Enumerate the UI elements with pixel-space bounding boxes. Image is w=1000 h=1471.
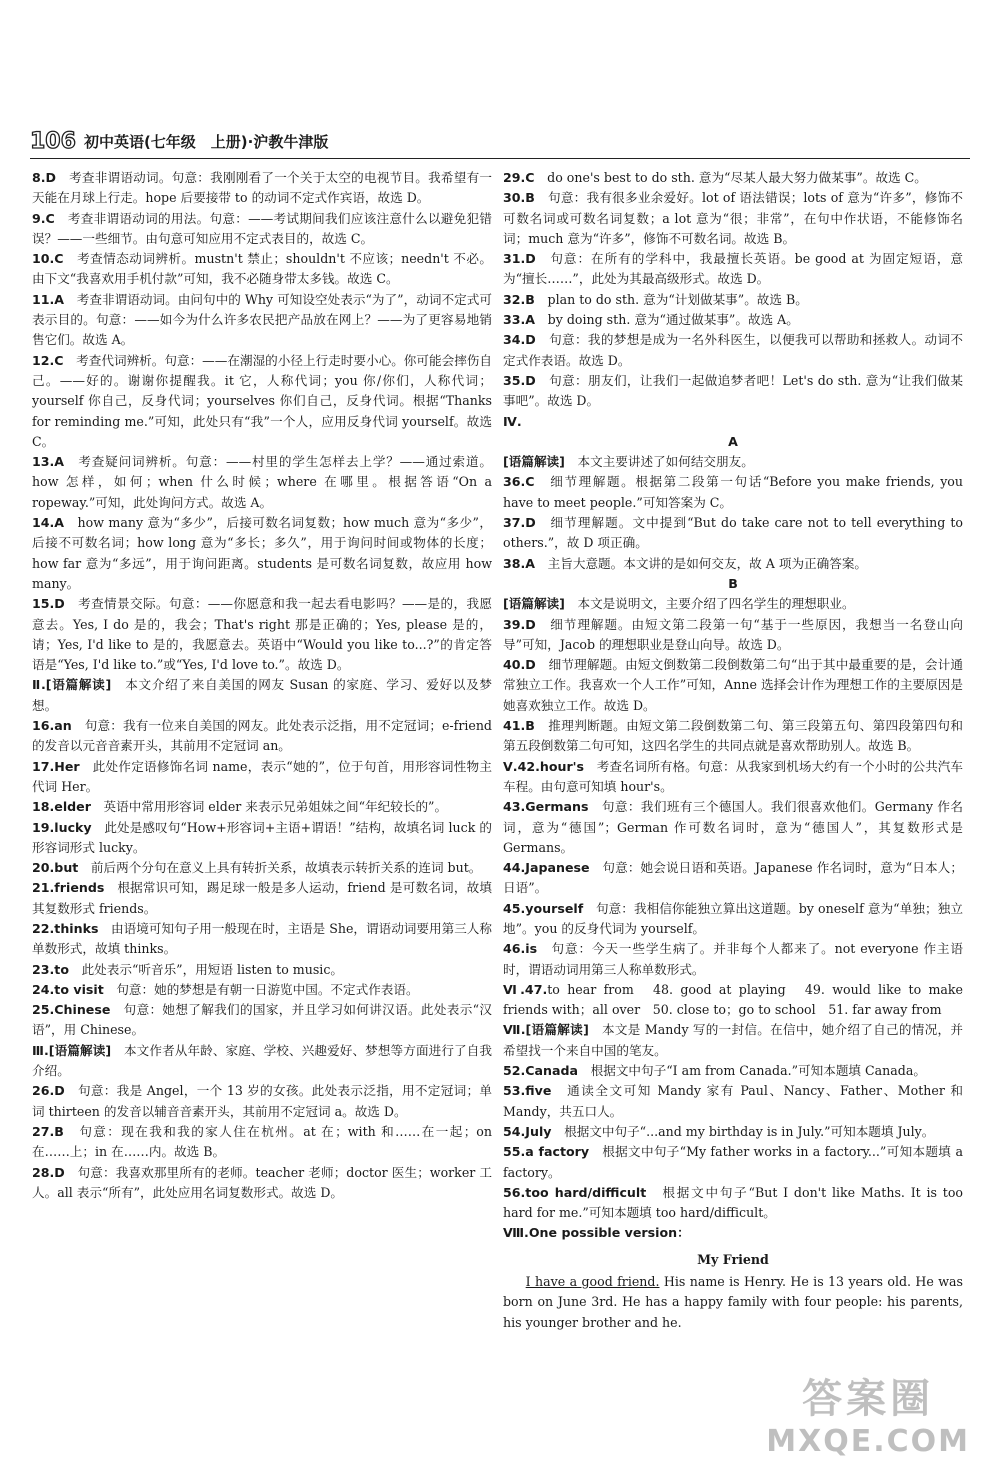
answer-number: 18.elder — [32, 799, 91, 815]
answer-number: 27.B — [32, 1123, 64, 1139]
answer-explanation: 考查疑问词辨析。句意：——村里的学生怎样去上学？——通过索道。how 怎样，如何；when 什么时候；where 在哪里。根据答语“On a ropeway.”可知，此处询问方式。故选 A。 — [32, 454, 492, 510]
answer-number: 53.five — [503, 1083, 552, 1099]
answer-number: 33.A — [503, 312, 536, 328]
answer-explanation: 细节理解题。根据第二段第一句话“Before you make friends, you have to meet people.”可知答案为 C。 — [503, 474, 963, 510]
answer-number: Ⅲ.[语篇解读] — [32, 1042, 112, 1058]
answer-number: 34.D — [503, 332, 536, 348]
answer-item — [503, 716, 963, 757]
answer-number: 10.C — [32, 251, 64, 267]
answer-item — [503, 1061, 963, 1081]
answer-item — [32, 716, 492, 757]
answer-explanation: 句意：她想了解我们的国家，并且学习如何讲汉语。此处表示“汉语”，用 Chinese。 — [32, 1002, 492, 1038]
answer-explanation: 由语境可知句子用一般现在时，主语是 She，谓语动词要用第三人称单数形式，故填 thinks。 — [32, 920, 492, 957]
answer-item — [503, 980, 963, 1021]
watermark — [766, 1367, 970, 1459]
answer-number: 39.D — [503, 616, 536, 632]
book-title: 初中英语(七年级 上册)·沪教牛津版 — [83, 132, 329, 151]
answer-explanation: 句意：她的梦想是有朝一日游览中国。不定式作表语。 — [103, 981, 419, 997]
answer-number: Ⅴ.42.hour's — [503, 758, 585, 774]
answer-number: 24.to visit — [32, 981, 104, 997]
answer-item — [32, 878, 492, 919]
answer-item — [503, 594, 963, 614]
answer-explanation: 前后两个分句在意义上具有转折关系，故填表示转折关系的连词 but。 — [78, 860, 482, 876]
answer-explanation: 考查非谓语动词的用法。句意：——考试期间我们应该注意什么以避免犯错误？——一些细节。由句意可知应用不定式表目的，故选 C。 — [32, 210, 492, 246]
answer-item — [32, 1000, 492, 1041]
answer-item — [32, 675, 492, 716]
answer-item — [503, 1081, 963, 1122]
answer-number: 31.D — [503, 251, 536, 267]
answer-item — [503, 330, 963, 371]
answer-explanation: by doing sth. 意为“通过做某事”。故选 A。 — [535, 312, 799, 328]
answer-number: 22.thinks — [32, 920, 99, 936]
answer-item — [503, 554, 963, 574]
answer-number: 36.C — [503, 474, 535, 490]
answer-explanation: 本文是 Mandy 写的一封信。在信中，她介绍了自己的情况，并希望找一个来自中国的笔友。 — [503, 1022, 964, 1058]
answer-explanation: 英语中常用形容词 elder 来表示兄弟姐妹之间“年纪较长的”。 — [90, 799, 448, 815]
answer-item — [503, 797, 963, 858]
answer-number: 11.A — [32, 291, 65, 307]
answer-number: 15.D — [32, 596, 65, 612]
essay-heading: Ⅷ.One possible version： — [503, 1225, 690, 1241]
answer-number: 40.D — [503, 657, 536, 673]
answer-item — [503, 899, 963, 940]
answer-item — [503, 757, 963, 798]
answer-explanation: plan to do sth. 意为“计划做某事”。故选 B。 — [534, 291, 808, 307]
answer-item — [503, 1122, 963, 1142]
answer-item — [503, 858, 963, 899]
answer-number: 21.friends — [32, 880, 105, 896]
answer-item — [32, 1041, 492, 1082]
answer-item — [503, 452, 963, 472]
answer-explanation: 主旨大意题。本文讲的是如何交友，故 A 项为正确答案。 — [535, 555, 868, 571]
answer-number: 16.an — [32, 718, 72, 734]
answer-explanation: 句意：我有很多业余爱好。lot of 语法错误；lots of 意为“许多”，修饰不可数名词或可数名词复数；a lot 意为“很；非常”，在句中作状语，不能修饰名词；much 意为“许多”，修饰不可数名词。故选 B。 — [503, 190, 963, 246]
answer-number: 46.is — [503, 941, 538, 957]
essay-rest: His name is Henry. He is 13 years old. He was born on June 3rd. He has a happy family with four people: his parents, his younger brother and he. — [503, 1274, 963, 1330]
answer-number: 26.D — [32, 1083, 65, 1099]
answer-item — [32, 757, 492, 798]
answer-explanation: 句意：在所有的学科中，我最擅长英语。be good at 为固定短语，意为“擅长……”，此处为其最高级形式。故选 D。 — [503, 251, 963, 287]
answer-number: 43.Germans — [503, 799, 589, 815]
answer-explanation: 句意：我喜欢那里所有的老师。teacher 老师；doctor 医生；worker 工人。all 表示“所有”，此处应用名词复数形式。故选 D。 — [32, 1164, 492, 1200]
answer-item — [503, 168, 963, 188]
watermark-url: MXQE.COM — [766, 1424, 970, 1459]
answer-item — [32, 1122, 492, 1163]
answer-item — [32, 290, 492, 351]
answer-explanation: 根据文中句子“My father works in a factory...”可知本题填 a factory。 — [503, 1144, 963, 1180]
answer-item — [32, 960, 492, 980]
answer-explanation: 本文作者从年龄、家庭、学校、兴趣爱好、梦想等方面进行了自我介绍。 — [32, 1042, 493, 1079]
answer-item — [32, 797, 492, 817]
answer-explanation: 考查情景交际。句意：——你愿意和我一起去看电影吗？——是的，我愿意去。Yes, I do 是的，我会；That's right 那是正确的；Yes, please 是的，请；Yes, I'd like to 是的，我愿意去。英语中“Would you like to...?”的肯定答语是“Yes, I'd like to.”或“Yes, I'd love to.”。故选 D。 — [32, 596, 492, 673]
answer-explanation: 根据常识可知，踢足球一般是多人运动，friend 是可数名词，故填其复数形式 friends。 — [32, 880, 492, 916]
answer-item — [32, 209, 492, 250]
answer-number: 25.Chinese — [32, 1002, 111, 1018]
answer-number: 56.too hard/difficult — [503, 1184, 647, 1200]
answer-item — [503, 939, 963, 980]
answer-explanation: 考查代词辨析。句意：——在潮湿的小径上行走时要小心。你可能会摔伤自己。——好的。谢谢你提醒我。it 它，人称代词；you 你/你们，人称代词；yourself 你自己，反身代词；yourselves 你们自己，反身代词。根据“Thanks for reminding me.”可知，此处只有“我”一个人，应用反身代词 yourself。故选 C。 — [32, 352, 492, 449]
answer-item — [32, 1081, 492, 1122]
answer-explanation: 根据文中句子“I am from Canada.”可知本题填 Canada。 — [578, 1063, 926, 1079]
answer-number: 52.Canada — [503, 1063, 579, 1079]
answer-number: 35.D — [503, 372, 536, 388]
answer-explanation: 句意：现在我和我的家人住在杭州。at 在；with 和……在一起；on 在……上；in 在……内。故选 B。 — [32, 1123, 492, 1160]
answer-explanation: 考查非谓语动词。由问句中的 Why 可知设空处表示“为了”，动词不定式可表示目的。句意：——如今为什么许多农民把产品放在网上？——为了更容易地销售它们。故选 A。 — [32, 291, 492, 348]
answer-explanation: 考查情态动词辨析。mustn't 禁止；shouldn't 不应该；needn't 不必。由下文“我喜欢用手机付款”可知，我不必随身带太多钱。故选 C。 — [32, 251, 492, 287]
answer-explanation: 此处是感叹句“How+形容词+主语+谓语！”结构，故填名词 luck 的形容词形式 lucky。 — [32, 819, 492, 855]
answer-number: 32.B — [503, 291, 535, 307]
essay-first-sentence: I have a good friend. — [525, 1274, 660, 1290]
answer-number: 23.to — [32, 961, 69, 977]
answer-explanation: 根据文中句子“But I don't like Maths. It is too hard for me.”可知本题填 too hard/difficult。 — [503, 1184, 964, 1221]
page-number: 106 — [30, 128, 76, 154]
answer-number: 17.Her — [32, 758, 80, 774]
answer-item — [503, 655, 963, 716]
left-column — [32, 168, 492, 1203]
answer-explanation: 本文是说明文，主要介绍了四名学生的理想职业。 — [564, 596, 855, 612]
answer-explanation: 考查名词所有格。句意：从我家到机场大约有一个小时的公共汽车车程。由句意可知填 hour's。 — [503, 758, 963, 794]
answer-explanation: 句意：我有一位来自美国的网友。此处表示泛指，用不定冠词；e-friend 的发音以元音音素开头，其前用不定冠词 an。 — [32, 718, 492, 754]
answer-number: [语篇解读] — [503, 454, 565, 470]
answer-item — [503, 371, 963, 412]
answer-explanation: 细节理解题。文中提到“But do take care not to tell everything to others.”，故 D 项正确。 — [503, 515, 963, 551]
part-a-label: A — [728, 433, 738, 449]
answer-explanation: 此处表示“听音乐”，用短语 listen to music。 — [68, 961, 343, 977]
answer-item — [32, 919, 492, 960]
answer-number: 19.lucky — [32, 819, 92, 835]
answer-number: [语篇解读] — [503, 596, 565, 612]
essay-title: My Friend — [697, 1251, 769, 1267]
answer-explanation: to hear from 48. good at playing 49. would like to make friends with；all over 50. close to；go to school 51. far away from — [503, 981, 964, 1018]
answer-explanation: 本文主要讲述了如何结交朋友。 — [564, 454, 754, 470]
answer-number: 41.B — [503, 718, 535, 734]
answer-number: 37.D — [503, 515, 536, 531]
answer-explanation: 考查非谓语动词。句意：我刚刚看了一个关于太空的电视节目。我希望有一天能在月球上行走。hope 后要接带 to 的动词不定式作宾语，故选 D。 — [32, 170, 492, 206]
answer-number: 29.C — [503, 170, 535, 185]
answer-number: 55.a factory — [503, 1144, 590, 1160]
answer-item — [32, 594, 492, 675]
answer-number: 12.C — [32, 352, 64, 368]
answer-item — [32, 980, 492, 1000]
answer-number: Ⅶ.[语篇解读] — [503, 1022, 589, 1038]
answer-item — [503, 472, 963, 513]
part-b-label: B — [728, 575, 738, 591]
answer-explanation: 细节理解题。由短文第二段第一句“基于一些原因，我想当一名登山向导”可知，Jacob 的理想职业是登山向导。故选 D。 — [503, 616, 963, 652]
answer-item — [32, 1163, 492, 1204]
answer-number: 13.A — [32, 454, 65, 470]
essay-body — [503, 1272, 963, 1333]
answer-explanation: 句意：我的梦想是成为一名外科医生，以便我可以帮助和拯救人。动词不定式作表语。故选 D。 — [503, 332, 963, 368]
answer-item — [32, 858, 492, 878]
answer-explanation: 句意：我是 Angel，一个 13 岁的女孩。此处表示泛指，用不定冠词；单词 thirteen 的发音以辅音音素开头，其前用不定冠词 a。故选 D。 — [32, 1083, 492, 1119]
answer-explanation: 细节理解题。由短文倒数第二段倒数第二句“出于其中最重要的是，会计通常独立工作。我喜欢一个人工作”可知，Anne 选择会计作为理想工作的主要原因是她喜欢独立工作。故选 D。 — [503, 657, 963, 713]
answer-item — [32, 351, 492, 452]
answer-item — [503, 615, 963, 656]
page-header — [30, 124, 328, 158]
answer-explanation: 句意：她会说日语和英语。Japanese 作名词时，意为“日本人；日语”。 — [503, 860, 963, 896]
answer-explanation: 通读全文可知 Mandy 家有 Paul、Nancy、Father、Mother 和 Mandy，共五口人。 — [503, 1083, 963, 1119]
answer-explanation: 推理判断题。由短文第二段倒数第二句、第三段第五句、第四段第四句和第五段倒数第二句可知，这四名学生的共同点就是喜欢帮助别人。故选 B。 — [503, 718, 963, 754]
answer-number: 54.July — [503, 1123, 552, 1139]
answer-number: 44.Japanese — [503, 860, 590, 876]
answer-item — [32, 168, 492, 209]
answer-number: Ⅵ.47. — [503, 981, 548, 997]
answer-item — [503, 513, 963, 554]
answer-number: 38.A — [503, 555, 536, 571]
answer-item — [503, 249, 963, 290]
answer-explanation: 句意：朋友们，让我们一起做追梦者吧！Let's do sth. 意为“让我们做某事吧”。故选 D。 — [503, 372, 963, 409]
answer-explanation: 本文介绍了来自美国的网友 Susan 的家庭、学习、爱好以及梦想。 — [32, 677, 493, 713]
answer-explanation: how many 意为“多少”，后接可数名词复数；how much 意为“多少”，后接不可数名词；how long 意为“多长；多久”，用于询问时间或物体的长度；how far 意为“多远”，用于询问距离。students 是可数名词复数，故应用 how many。 — [32, 515, 492, 591]
answer-item — [32, 513, 492, 594]
answer-item — [32, 818, 492, 859]
answer-item — [503, 188, 963, 249]
answer-item — [503, 310, 963, 330]
answer-item — [503, 1183, 963, 1224]
answer-item — [503, 1142, 963, 1183]
answer-item — [503, 290, 963, 310]
answer-explanation: 句意：我相信你能独立算出这道题。by oneself 意为“单独；独立地”。you 的反身代词为 yourself。 — [503, 900, 963, 936]
answer-number: 30.B — [503, 190, 535, 206]
answer-number: 28.D — [32, 1164, 65, 1180]
answer-number: 9.C — [32, 210, 55, 226]
answer-number: Ⅱ.[语篇解读] — [32, 677, 112, 693]
watermark-logo: 答案圈 — [802, 1376, 935, 1422]
right-column — [503, 168, 963, 1333]
answer-item — [32, 249, 492, 290]
answer-explanation: 此处作定语修饰名词 name，表示“她的”，位于句首，用形容词性物主代词 Her。 — [32, 758, 492, 794]
answer-item — [32, 452, 492, 513]
answer-number: 45.yourself — [503, 900, 584, 916]
answer-number: 20.but — [32, 860, 79, 876]
section-iv-label: Ⅳ. — [503, 413, 522, 429]
answer-explanation: 句意：我们班有三个德国人。我们很喜欢他们。Germany 作名词，意为“德国”；German 作可数名词时，意为“德国人”，其复数形式是 Germans。 — [503, 799, 963, 855]
answer-explanation: 根据文中句子“...and my birthday is in July.”可知本题填 July。 — [551, 1123, 935, 1139]
answer-number: 14.A — [32, 515, 65, 531]
header-rule — [30, 158, 970, 159]
answer-explanation: do one's best to do sth. 意为“尽某人最大努力做某事”。故选 C。 — [534, 170, 927, 185]
answer-item — [503, 1020, 963, 1061]
answer-number: 8.D — [32, 170, 57, 185]
answer-explanation: 句意：今天一些学生病了。并非每个人都来了。not everyone 作主语时，谓语动词用第三人称单数形式。 — [503, 941, 963, 977]
